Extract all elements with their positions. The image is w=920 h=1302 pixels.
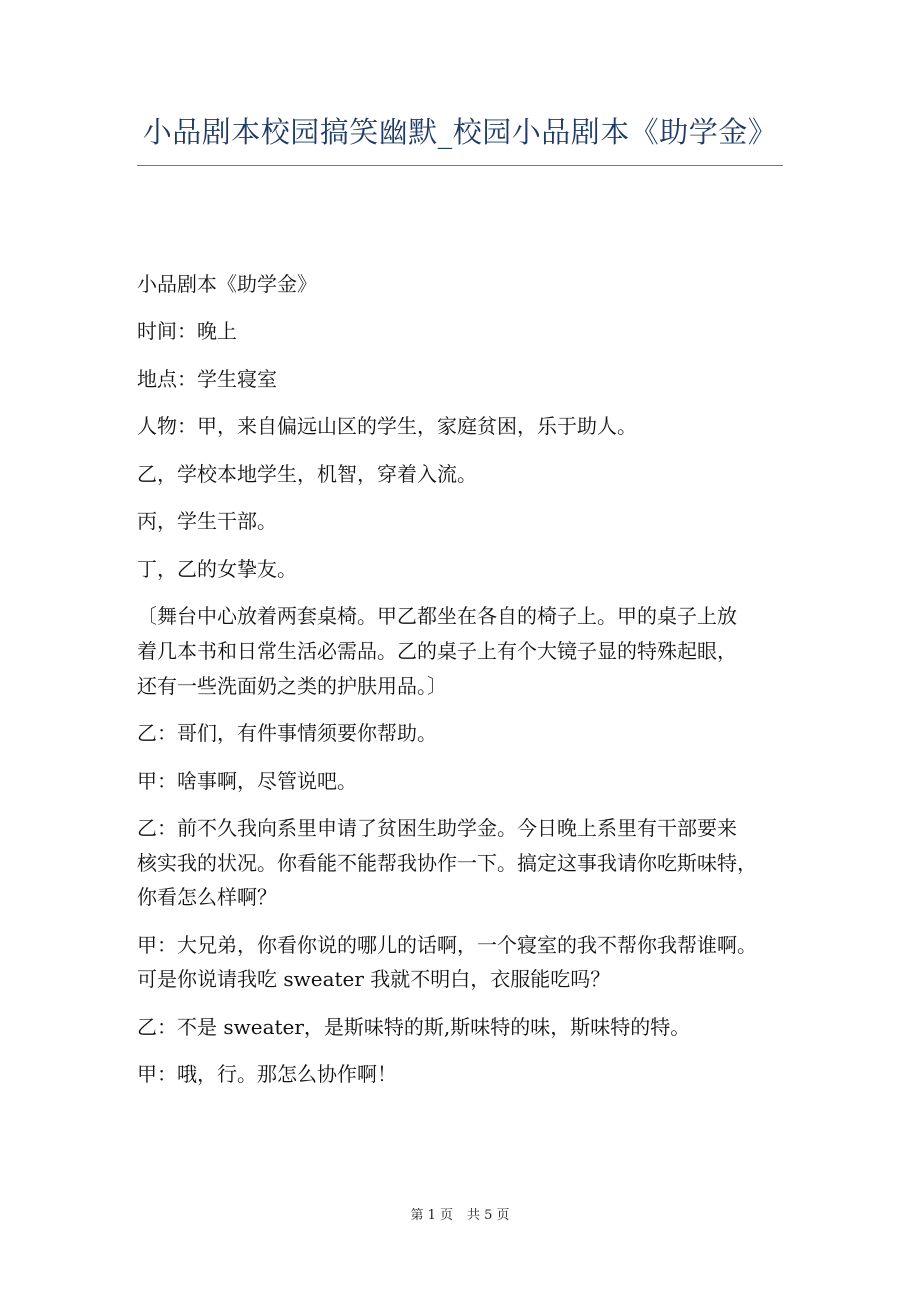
paragraph-line: 着几本书和日常生活必需品。乙的桌子上有个大镜子显的特殊起眼， <box>137 638 737 663</box>
paragraph <box>137 457 797 492</box>
paragraph-line: 甲：哦，行。那怎么协作啊！ <box>137 1062 397 1087</box>
paragraph-line: 时间：晚上 <box>137 319 237 344</box>
paragraph <box>137 599 797 703</box>
paragraph-line: 乙：哥们，有件事情须要你帮助。 <box>137 721 437 746</box>
page-number: 第 1 页 <box>410 1208 453 1223</box>
document-title: 小品剧本校园搞笑幽默_校园小品剧本《助学金》 <box>142 115 778 149</box>
paragraph <box>137 811 797 915</box>
paragraph-line: 人物：甲，来自偏远山区的学生，家庭贫困，乐于助人。 <box>137 414 637 439</box>
paragraph <box>137 764 797 799</box>
paragraph-line: 丙，学生干部。 <box>137 509 277 534</box>
paragraph-line: 地点：学生寝室 <box>137 366 277 391</box>
paragraph-line: 可是你说请我吃 sweater 我就不明白，衣服能吃吗？ <box>137 967 611 992</box>
paragraph-line: 乙：不是 sweater，是斯味特的斯,斯味特的味，斯味特的特。 <box>137 1014 691 1039</box>
document-body <box>137 267 797 1092</box>
title-underline <box>137 165 783 166</box>
paragraph <box>137 1010 797 1045</box>
paragraph <box>137 362 797 397</box>
paragraph <box>137 928 797 997</box>
paragraph <box>137 1057 797 1092</box>
page-footer <box>0 1204 920 1223</box>
paragraph-line: 还有一些洗面奶之类的护肤用品。〕 <box>137 673 447 698</box>
paragraph-line: 核实我的状况。你看能不能帮我协作一下。搞定这事我请你吃斯味特， <box>137 850 757 875</box>
paragraph-line: 甲：啥事啊，尽管说吧。 <box>137 768 357 793</box>
paragraph-line: 丁，乙的女挚友。 <box>137 556 297 581</box>
paragraph <box>137 716 797 751</box>
paragraph-line: 小品剧本《助学金》 <box>137 272 317 296</box>
paragraph <box>137 314 797 349</box>
paragraph <box>137 552 797 587</box>
paragraph-line: 乙，学校本地学生，机智，穿着入流。 <box>137 461 477 486</box>
paragraph-line: 你看怎么样啊？ <box>137 885 277 910</box>
paragraph-line: 甲：大兄弟，你看你说的哪儿的话啊，一个寝室的我不帮你我帮谁啊。 <box>137 932 757 957</box>
paragraph-line: 〔舞台中心放着两套桌椅。甲乙都坐在各自的椅子上。甲的桌子上放 <box>137 604 737 629</box>
page-total: 共 5 页 <box>467 1208 510 1223</box>
paragraph <box>137 267 797 302</box>
paragraph-line: 乙：前不久我向系里申请了贫困生助学金。今日晚上系里有干部要来 <box>137 816 737 841</box>
paragraph <box>137 409 797 444</box>
paragraph <box>137 504 797 539</box>
